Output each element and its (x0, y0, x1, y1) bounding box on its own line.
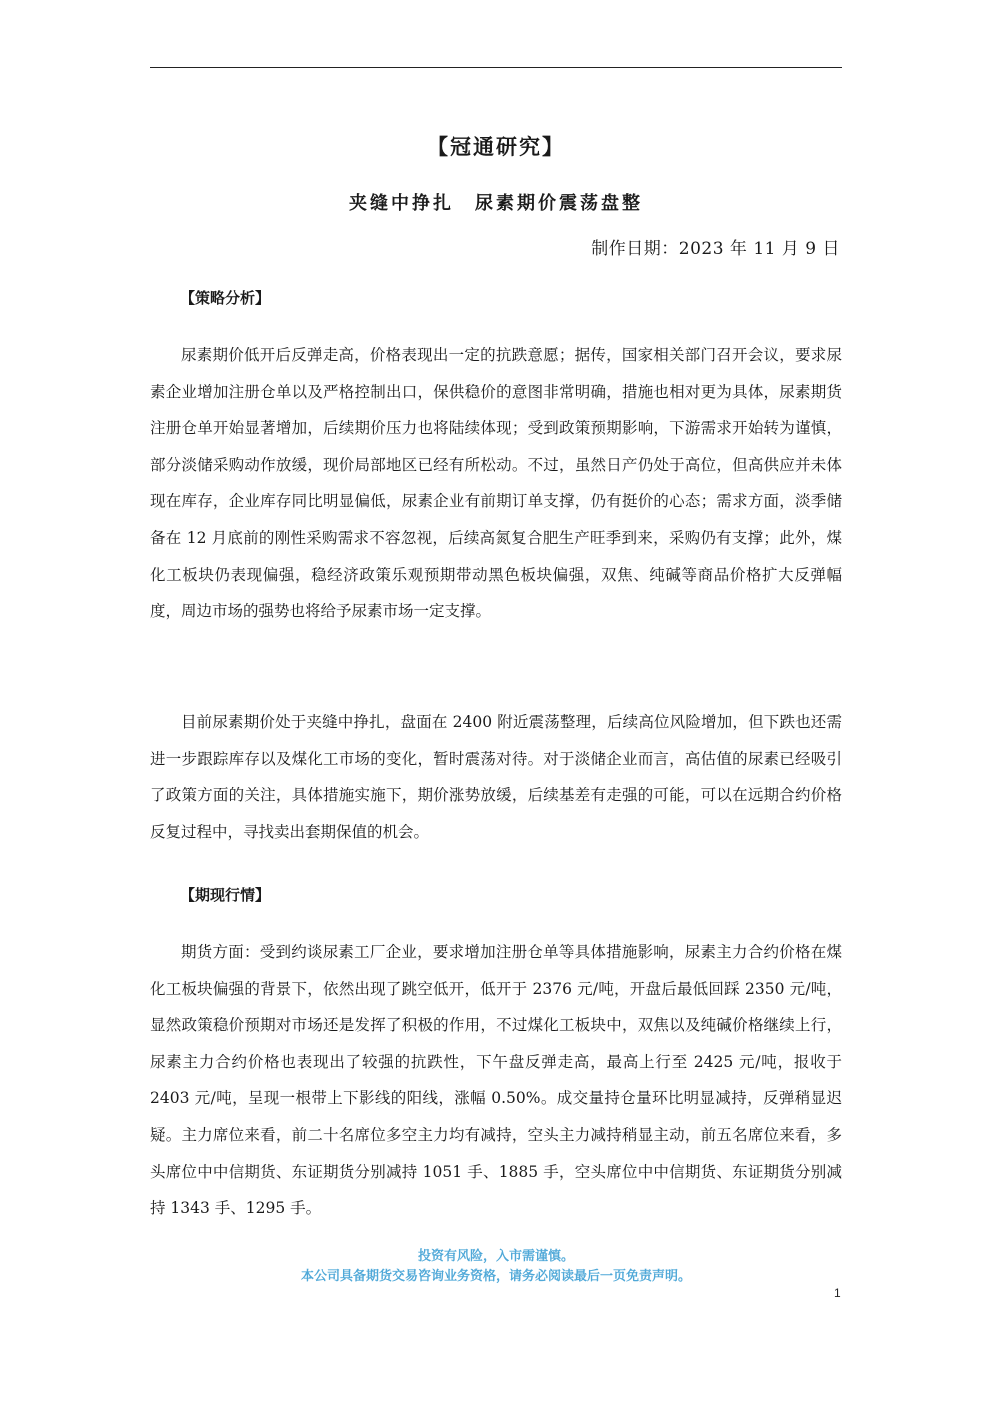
section-heading-market: 【期现行情】 (180, 886, 271, 904)
strategy-paragraph-2: 目前尿素期价处于夹缝中挣扎，盘面在 2400 附近震荡整理，后续高位风险增加，但下跌也还需进一步跟踪库存以及煤化工市场的变化，暂时震荡对待。对于淡储企业而言，高估值的尿素已经吸引了政策方面的关注，具体措施实施下，期价涨势放缓，后续基差有走强的可能，可以在远期合约价格反复过程中，寻找卖出套期保值的机会。 (150, 713, 842, 841)
report-date: 制作日期：2023 年 11 月 9 日 (591, 239, 840, 259)
report-title: 夹缝中挣扎 尿素期价震荡盘整 (349, 193, 643, 214)
risk-notice: 投资有风险，入市需谨慎。 (417, 1249, 574, 1264)
disclaimer-notice: 本公司具备期货交易咨询业务资格，请务必阅读最后一页免责声明。 (300, 1269, 691, 1284)
page-number: 1 (834, 1286, 841, 1300)
section-heading-strategy: 【策略分析】 (180, 289, 271, 307)
market-paragraph-1: 期货方面：受到约谈尿素工厂企业，要求增加注册仓单等具体措施影响，尿素主力合约价格在煤化工板块偏强的背景下，依然出现了跳空低开，低开于 2376 元/吨，开盘后最低回踩 2350 元/吨，显然政策稳价预期对市场还是发挥了积极的作用，不过煤化工板块中，双焦以及纯碱价格继续上行，尿素主力合约价格也表现出了较强的抗跌性，下午盘反弹走高，最高上行至 2425 元/吨，报收于 2403 元/吨，呈现一根带上下影线的阳线，涨幅 0.50%。成交量持仓量环比明显减持，反弹稍显迟疑。主力席位来看，前二十名席位多空主力均有减持，空头主力减持稍显主动，前五名席位来看，多头席位中中信期货、东证期货分别减持 1051 手、1885 手，空头席位中中信期货、东证期货分别减持 1343 手、1295 手。 (150, 943, 842, 1218)
header-rule (150, 67, 842, 68)
strategy-paragraph-1: 尿素期价低开后反弹走高，价格表现出一定的抗跌意愿；据传，国家相关部门召开会议，要求尿素企业增加注册仓单以及严格控制出口，保供稳价的意图非常明确，措施也相对更为具体，尿素期货注册仓单开始显著增加，后续期价压力也将陆续体现；受到政策预期影响，下游需求开始转为谨慎，部分淡储采购动作放缓，现价局部地区已经有所松动。不过，虽然日产仍处于高位，但高供应并未体现在库存，企业库存同比明显偏低，尿素企业有前期订单支撑，仍有挺价的心态；需求方面，淡季储备在 12 月底前的刚性采购需求不容忽视，后续高氮复合肥生产旺季到来，采购仍有支撑；此外，煤化工板块仍表现偏强，稳经济政策乐观预期带动黑色板块偏强，双焦、纯碱等商品价格扩大反弹幅度，周边市场的强势也将给予尿素市场一定支撑。 (150, 346, 842, 621)
report-brand: 【冠通研究】 (427, 134, 565, 159)
